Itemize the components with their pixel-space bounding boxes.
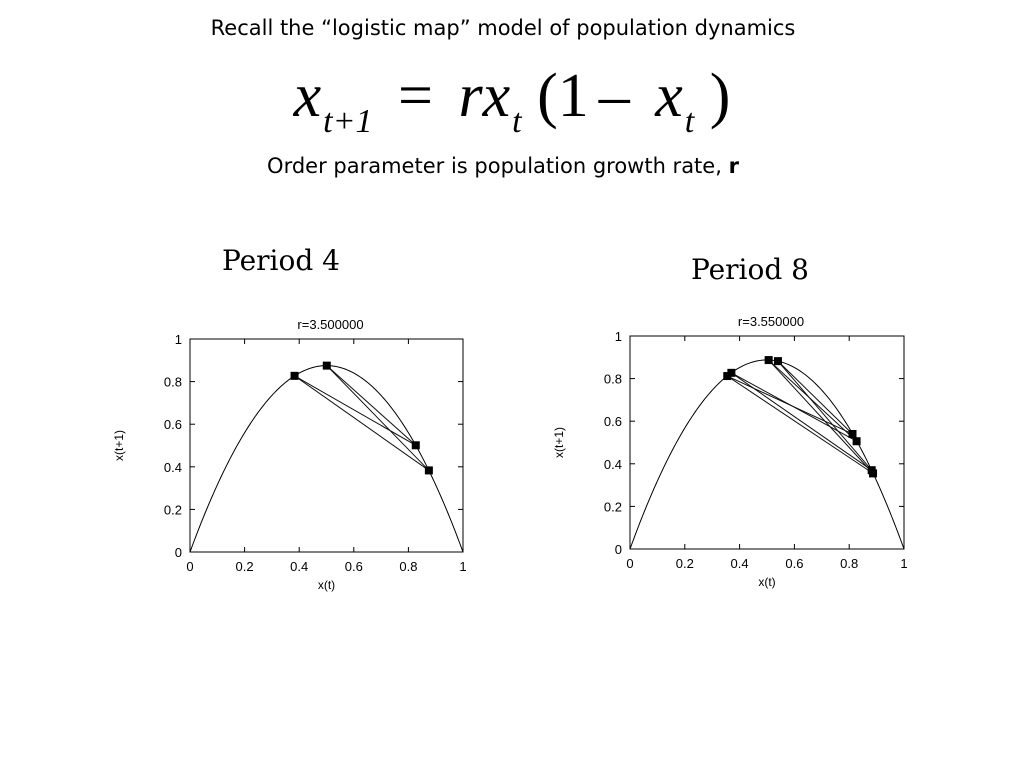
p8-y-tick-label: 1: [614, 329, 622, 344]
formula-var: x: [482, 62, 511, 130]
p4-x-tick-label: 0.8: [399, 559, 418, 574]
formula-coef: r: [458, 62, 483, 130]
p4-y-tick-label: 1: [174, 332, 182, 347]
p4-cycle-line: [327, 366, 429, 471]
p4-y-tick-label: 0.4: [163, 459, 182, 475]
p4-cycle-line: [295, 376, 416, 445]
formula-var2: x: [655, 62, 683, 130]
p4-chart-title: r=3.500000: [297, 317, 364, 332]
subtitle-text: Order parameter is population growth rate,: [267, 154, 729, 178]
p4-x-tick-label: 0: [186, 559, 194, 574]
p8-y-tick-label: 0.2: [603, 499, 622, 515]
period-8-label: Period 8: [691, 253, 809, 286]
p8-x-tick-label: 0: [626, 556, 634, 571]
p8-cycle-point: [774, 357, 782, 365]
p8-y-tick-label: 0.4: [603, 456, 622, 472]
formula-minus: –: [598, 62, 630, 130]
p8-chart-title: r=3.550000: [737, 314, 805, 329]
p4-plot-frame: [190, 339, 463, 552]
p8-cycle-line: [731, 373, 871, 470]
p4-y-tick-label: 0.6: [163, 417, 182, 433]
formula-open: (1: [537, 62, 589, 130]
p8-y-tick-label: 0: [614, 542, 622, 557]
p8-logistic-curve: [630, 360, 904, 549]
subtitle-bold-r: r: [728, 154, 739, 178]
p8-y-tick-label: 0.6: [603, 414, 622, 430]
p8-y-axis-label: x(t+1): [552, 426, 566, 459]
p4-y-tick-label: 0.8: [163, 374, 182, 390]
p4-x-axis-label: x(t): [317, 578, 336, 592]
p4-x-tick-label: 0.2: [235, 559, 254, 574]
p8-x-tick-label: 0.6: [785, 556, 804, 571]
p8-x-tick-label: 0.8: [840, 556, 859, 571]
p4-cycle-line: [327, 366, 416, 446]
p4-y-tick-label: 0.2: [163, 502, 182, 518]
p4-chart: [112, 317, 467, 592]
formula-sub: t: [512, 103, 522, 140]
formula-lhs-sub: t+1: [323, 103, 373, 140]
slide-title: Recall the “logistic map” model of population dynamics: [210, 16, 796, 40]
p8-cycle-point: [848, 430, 856, 438]
formula-close: ): [709, 62, 731, 130]
p4-y-tick-label: 0: [174, 545, 182, 560]
p8-cycle-point: [869, 469, 877, 477]
p4-cycle-point: [425, 466, 433, 474]
p4-x-tick-label: 0.4: [290, 559, 309, 574]
formula-sub2: t: [684, 103, 695, 140]
p8-cycle-line: [778, 361, 872, 470]
p8-x-tick-label: 1: [900, 556, 908, 571]
period-4-label: Period 4: [222, 244, 340, 277]
p4-cycle-point: [412, 441, 420, 449]
p4-x-tick-label: 1: [459, 559, 467, 574]
p4-y-axis-label: x(t+1): [112, 429, 126, 462]
p8-cycle-point: [853, 437, 861, 445]
p4-cycle-point: [291, 372, 299, 380]
p8-x-tick-label: 0.2: [675, 556, 694, 571]
p4-cycle-point: [323, 362, 331, 370]
p8-plot-frame: [630, 336, 904, 549]
p8-cycle-line: [727, 376, 873, 473]
p8-chart: [552, 314, 908, 589]
p8-x-tick-label: 0.4: [730, 556, 749, 571]
p8-cycle-point: [765, 356, 773, 364]
p8-x-axis-label: x(t): [758, 575, 776, 589]
p8-cycle-line: [769, 360, 873, 473]
p4-cycle-line: [295, 376, 429, 471]
formula-lhs-var: x: [293, 62, 322, 130]
p8-y-tick-label: 0.8: [603, 371, 622, 387]
formula-eq: =: [398, 62, 433, 130]
p4-x-tick-label: 0.6: [344, 559, 363, 574]
p8-cycle-point: [727, 369, 735, 377]
p8-cycle-line: [778, 361, 853, 434]
